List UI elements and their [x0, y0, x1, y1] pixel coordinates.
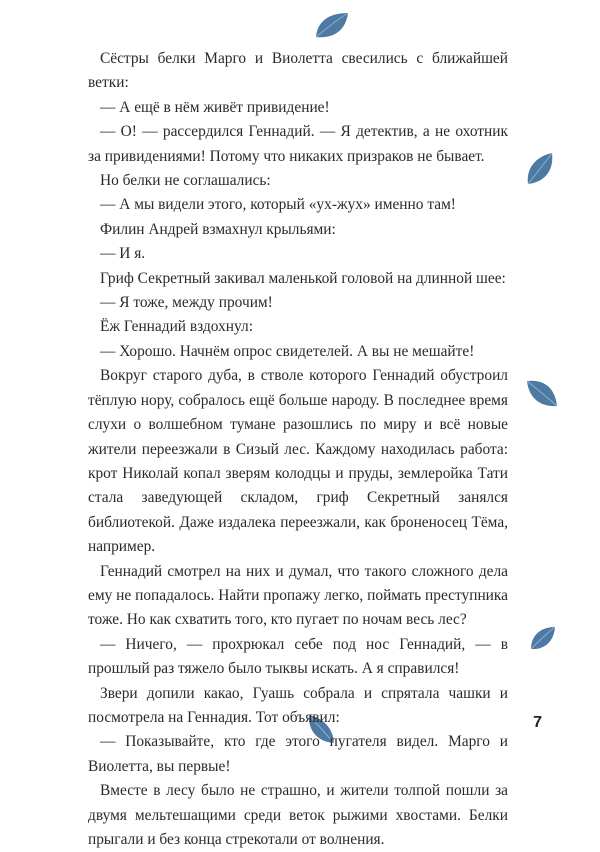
paragraph: Ёж Геннадий вздохнул: [100, 318, 254, 336]
paragraph: Геннадий смотрел на них и думал, что такого сложного дела ему не попадалось. Найти пропажу легко, поймать преступника тоже. Но как схватить того, кто пугает по ночам весь лес? [88, 562, 508, 629]
paragraph: Но белки не соглашались: [100, 172, 271, 190]
paragraph: Звери допили какао, Гуашь собрала и спрятала чашки и посмотрела на Геннадия. Тот объявил: [88, 684, 508, 726]
paragraph: Вместе в лесу было не страшно, и жители толпой пошли за двумя мельтешащими среди веток рыжими хвостами. Белки прыгали и без конца стрекотали от волнения. [88, 782, 508, 848]
paragraph: — Ничего, — прохрюкал себе под нос Геннадий, — в прошлый раз тяжело было тыквы искать. А я справился! [88, 635, 508, 678]
page-number: 7 [533, 714, 542, 731]
paragraph: — Хорошо. Начнём опрос свидетелей. А вы не мешайте! [100, 342, 475, 360]
paragraph: — А ещё в нём живёт привидение! [100, 98, 330, 116]
leaf-icon [313, 10, 351, 42]
paragraph: — А мы видели этого, который «ух-жух» именно там! [100, 196, 456, 214]
leaf-icon [528, 624, 558, 652]
story-text [88, 47, 508, 852]
paragraph: Вокруг старого дуба, в стволе которого Геннадий обустроил тёплую нору, собралось ещё больше народу. В последнее время слухи о волшебном тумане разошлись по миру и всё новые жители переезжали в Сизый лес. Каждому находилась работа: крот Николай копал зверям колодцы и пруды, землеройка Тати стала заведующей складом, гриф Секретный занялся библиотекой. Даже издалека переезжали, как броненосец Тёма, например. [88, 367, 508, 556]
paragraph: Филин Андрей взмахнул крыльями: [100, 220, 336, 238]
paragraph: Гриф Секретный закивал маленькой головой на длинной шее: [100, 269, 506, 287]
paragraph: — И я. [100, 245, 146, 263]
leaf-icon [524, 376, 560, 410]
paragraph: — О! — рассердился Геннадий. — Я детектив, а не охотник за привидениями! Потому что никаких призраков не бывает. [88, 123, 508, 165]
leaf-icon [524, 151, 556, 187]
paragraph: — Я тоже, между прочим! [100, 294, 273, 312]
paragraph: — Показывайте, кто где этого пугателя видел. Марго и Виолетта, вы первые! [88, 733, 508, 775]
paragraph: Сёстры белки Марго и Виолетта свесились с ближайшей ветки: [88, 50, 508, 92]
